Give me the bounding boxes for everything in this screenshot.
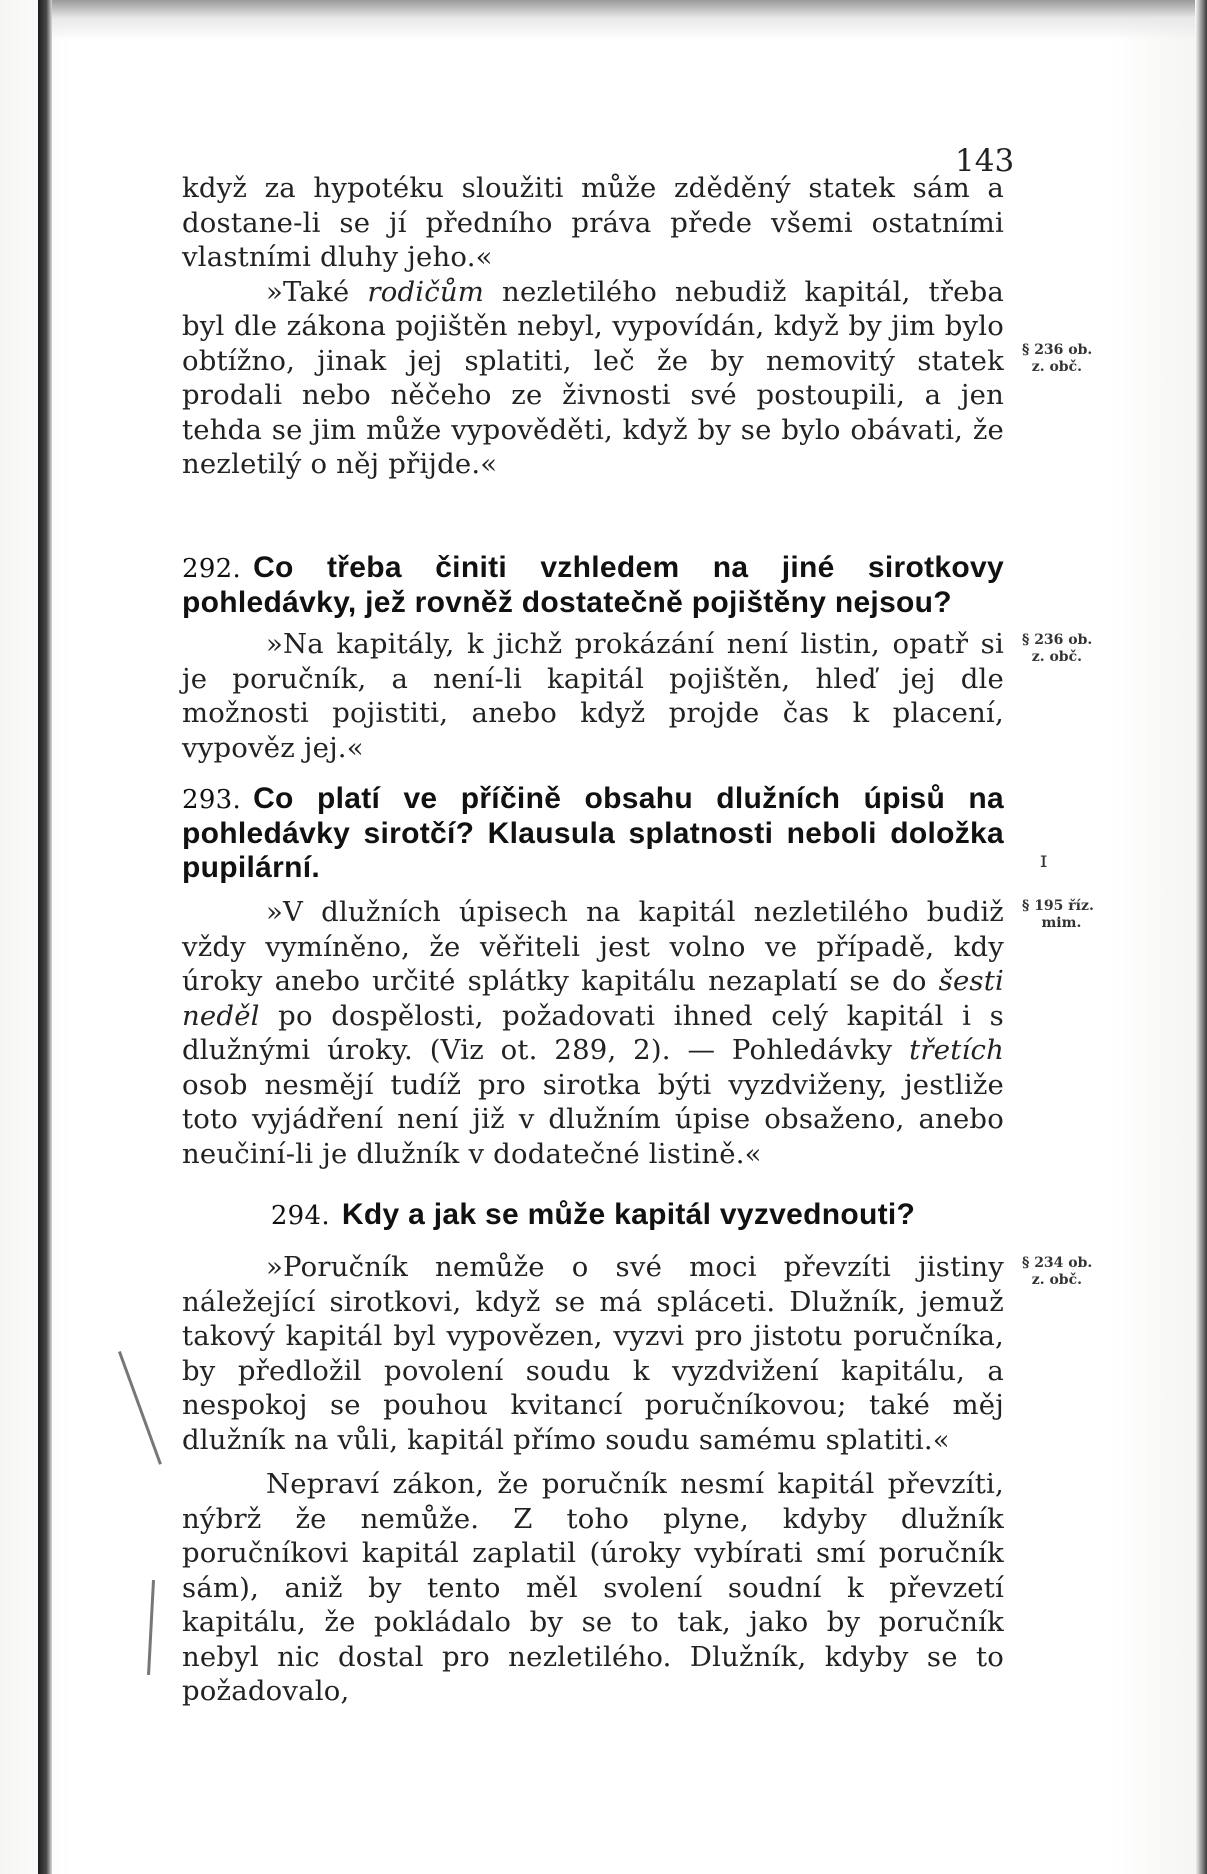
- heading-292: [182, 551, 1004, 620]
- paragraph-293-emphasis-deadline: šesti neděl: [182, 965, 1004, 1032]
- margin-note-236b: § 236 ob. z. obč.: [1022, 632, 1093, 665]
- paragraph-continuation: když za hypotéku sloužiti může zděděný statek sám a dostane-li se jí předního práva přede všemi ostatními vlastními dluhy jeho.«: [182, 172, 1004, 273]
- paragraph-parents: [182, 275, 1004, 482]
- pencil-mark-bracket: [147, 1580, 155, 1675]
- paragraph-294: »Poručník nemůže o své moci převzíti jistiny náležející sirotkovi, když se má spláceti. Dlužník, jemuž takový kapitál byl vypovězen, vyzvi pro jistotu poručníka, by předložil povolení soudu k vyzdvižení kapitálu, a nespokoj se pouhou kvitancí poručníkovou; také měj dlužník na vůli, kapitál přímo soudu samému splatiti.«: [182, 1251, 1004, 1456]
- paragraph-293-emphasis-third: třetích: [909, 1034, 1004, 1066]
- book-spine: [38, 0, 52, 1874]
- text-block-292: [182, 627, 1004, 765]
- page-number: 143: [955, 143, 1015, 179]
- paragraph-293-part-a: »V dlužních úpisech na kapitál nezletilého budiž vždy vymíněno, že věřiteli jest volno ve případě, kdy úroky anebo určité splátky kapitálu nezaplatí se do: [182, 896, 1004, 997]
- paragraph-293-part-e: osob nesmějí tudíž pro sirotka býti vyzdviženy, jestliže toto vyjádření není již v dlužním úpise obsaženo, anebo neučiní-li je dlužník v dodatečné listině.«: [182, 1068, 1004, 1170]
- heading-292-title: Co třeba činiti vzhledem na jiné sirotkovy pohledávky, jež rovněž dostatečně pojištěny nejsou?: [182, 551, 1004, 619]
- ink-mark: ɪ: [1040, 848, 1048, 873]
- paragraph-parents-lead: »Také: [266, 275, 368, 308]
- page-edge: [1195, 0, 1207, 1874]
- heading-294-number: 294.: [270, 1201, 330, 1231]
- heading-294: [182, 1198, 1004, 1233]
- heading-293-number: 293.: [182, 785, 242, 815]
- margin-note-234: § 234 ob. z. obč.: [1022, 1255, 1093, 1288]
- paragraph-292: »Na kapitály, k jichž prokázání není listin, opatř si je poručník, a není-li kapitál pojištěn, hleď jej dle možnosti pojistiti, anebo když projde čas k placení, vypověz jej.«: [182, 628, 1004, 764]
- paragraph-parents-rest: nezletilého nebudiž kapitál, třeba byl dle zákona pojištěn nebyl, vypovídán, když by jim bylo obtížno, jinak jej splatiti, leč že by nemovitý statek prodali nebo něčeho ze živnosti své postoupili, a jen tehda se jim může vypověděti, když by se bylo obávati, že nezletilý o něj přijde.«: [182, 275, 1005, 480]
- heading-294-title: Kdy a jak se může kapitál vyzvednouti?: [341, 1198, 916, 1231]
- heading-293-title: Co platí ve příčině obsahu dlužních úpisů na pohledávky sirotčí? Klausula splatnosti neboli doložka pupilární.: [182, 782, 1004, 884]
- text-block-294: [182, 1250, 1004, 1709]
- margin-note-236: § 236 ob. z. obč.: [1022, 342, 1093, 375]
- paragraph-293: [182, 895, 1004, 1171]
- text-block-intro: [182, 171, 1004, 482]
- margin-note-195: § 195 říz. mim.: [1022, 898, 1094, 931]
- heading-292-number: 292.: [182, 554, 242, 584]
- pencil-mark: [118, 1351, 162, 1465]
- paragraph-commentary: Nepraví zákon, že poručník nesmí kapitál převzíti, nýbrž že nemůže. Z toho plyne, kdyby dlužník poručníkovi kapitál zaplatil (úroky vybírati smí poručník sám), aniž by tento měl svolení soudní k převzetí kapitálu, že pokládalo by se to tak, jako by poručník nebyl nic dostal pro nezletilého. Dlužník, kdyby se to požadovalo,: [182, 1468, 1004, 1707]
- heading-293: [182, 782, 1004, 885]
- scan-shadow: [52, 0, 1207, 40]
- paragraph-293-part-c: po dospělosti, požadovati ihned celý kapitál i s dlužnými úroky. (Viz ot. 289, 2). — Pohledávky: [182, 999, 1004, 1066]
- paragraph-parents-emphasis: rodičům: [367, 275, 485, 308]
- text-block-293: [182, 895, 1004, 1171]
